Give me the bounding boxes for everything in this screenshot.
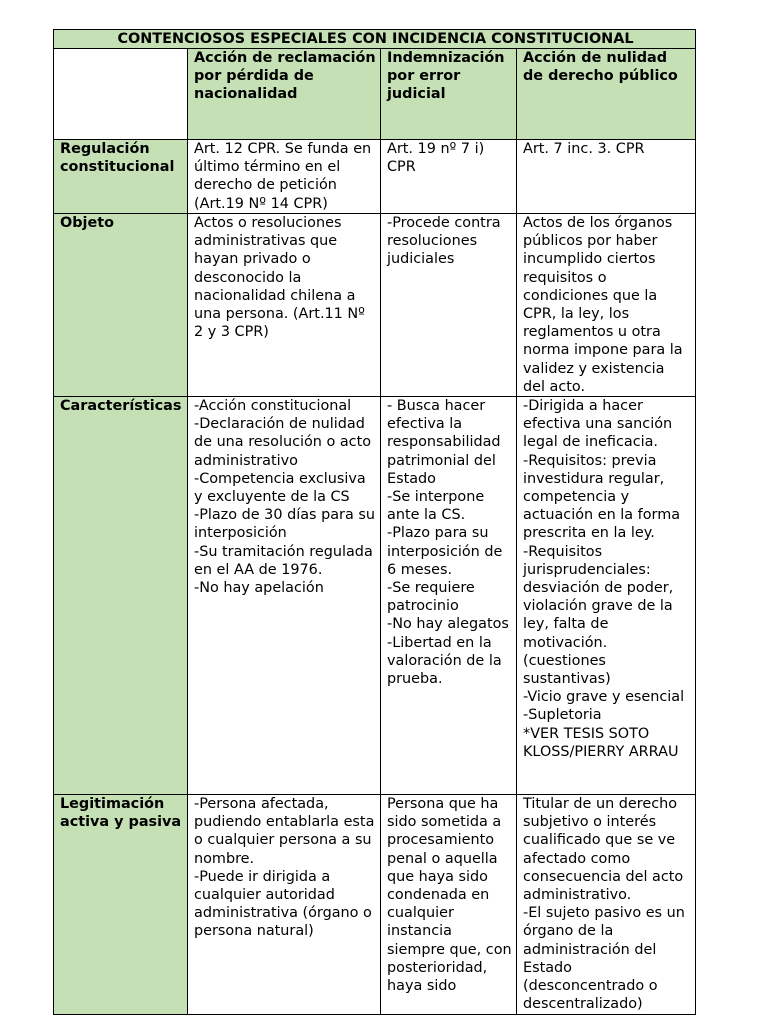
title-row — [54, 30, 696, 49]
row-label-regulacion: Regulación constitucional — [54, 140, 188, 214]
cell-legitimacion-error-judicial: Persona que ha sido sometida a procesamiento penal o aquella que haya sido condenada en cualquier instancia siempre que, con posterioridad, haya sido — [381, 795, 517, 1015]
row-caracteristicas — [54, 397, 696, 795]
table-title: CONTENCIOSOS ESPECIALES CON INCIDENCIA CONSTITUCIONAL — [54, 30, 696, 49]
column-header-nulidad: Acción de nulidad de derecho público — [517, 49, 696, 140]
cell-caracteristicas-nulidad: -Dirigida a hacer efectiva una sanción legal de ineficacia. -Requisitos: previa investidura regular, competencia y actuación en la forma prescrita en la ley. -Requisitos jurisprudenciales: desviación de poder, violación grave de la ley, falta de motivación. (cuestiones sustantivas) -Vicio grave y esencial -Supletoria *VER TESIS SOTO KLOSS/PIERRY ARRAU — [517, 397, 696, 795]
header-row — [54, 49, 696, 140]
cell-objeto-nulidad: Actos de los órganos públicos por haber incumplido ciertos requisitos o condiciones que la CPR, la ley, los reglamentos u otra norma impone para la validez y existencia del acto. — [517, 214, 696, 397]
row-objeto — [54, 214, 696, 397]
cell-caracteristicas-error-judicial: - Busca hacer efectiva la responsabilidad patrimonial del Estado -Se interpone ante la CS. -Plazo para su interposición de 6 meses. -Se requiere patrocinio -No hay alegatos -Libertad en la valoración de la prueba. — [381, 397, 517, 795]
cell-objeto-error-judicial: -Procede contra resoluciones judiciales — [381, 214, 517, 397]
header-corner-cell — [54, 49, 188, 140]
row-label-objeto: Objeto — [54, 214, 188, 397]
row-label-caracteristicas: Características — [54, 397, 188, 795]
cell-legitimacion-nacionalidad: -Persona afectada, pudiendo entablarla esta o cualquier persona a su nombre. -Puede ir dirigida a cualquier autoridad administrativa (órgano o persona natural) — [188, 795, 381, 1015]
cell-regulacion-error-judicial: Art. 19 nº 7 i) CPR — [381, 140, 517, 214]
cell-objeto-nacionalidad: Actos o resoluciones administrativas que hayan privado o desconocido la nacionalidad chilena a una persona. (Art.11 Nº 2 y 3 CPR) — [188, 214, 381, 397]
column-header-error-judicial: Indemnización por error judicial — [381, 49, 517, 140]
row-regulacion — [54, 140, 696, 214]
cell-regulacion-nacionalidad: Art. 12 CPR. Se funda en último término en el derecho de petición (Art.19 Nº 14 CPR) — [188, 140, 381, 214]
row-legitimacion — [54, 795, 696, 1015]
cell-legitimacion-nulidad: Titular de un derecho subjetivo o interés cualificado que se ve afectado como consecuencia del acto administrativo. -El sujeto pasivo es un órgano de la administración del Estado (desconcentrado o descentralizado) — [517, 795, 696, 1015]
column-header-nacionalidad: Acción de reclamación por pérdida de nacionalidad — [188, 49, 381, 140]
contenciosos-table — [53, 29, 696, 1015]
cell-regulacion-nulidad: Art. 7 inc. 3. CPR — [517, 140, 696, 214]
row-label-legitimacion: Legitimación activa y pasiva — [54, 795, 188, 1015]
cell-caracteristicas-nacionalidad: -Acción constitucional -Declaración de nulidad de una resolución o acto administrativo -Competencia exclusiva y excluyente de la CS -Plazo de 30 días para su interposición -Su tramitación regulada en el AA de 1976. -No hay apelación — [188, 397, 381, 795]
